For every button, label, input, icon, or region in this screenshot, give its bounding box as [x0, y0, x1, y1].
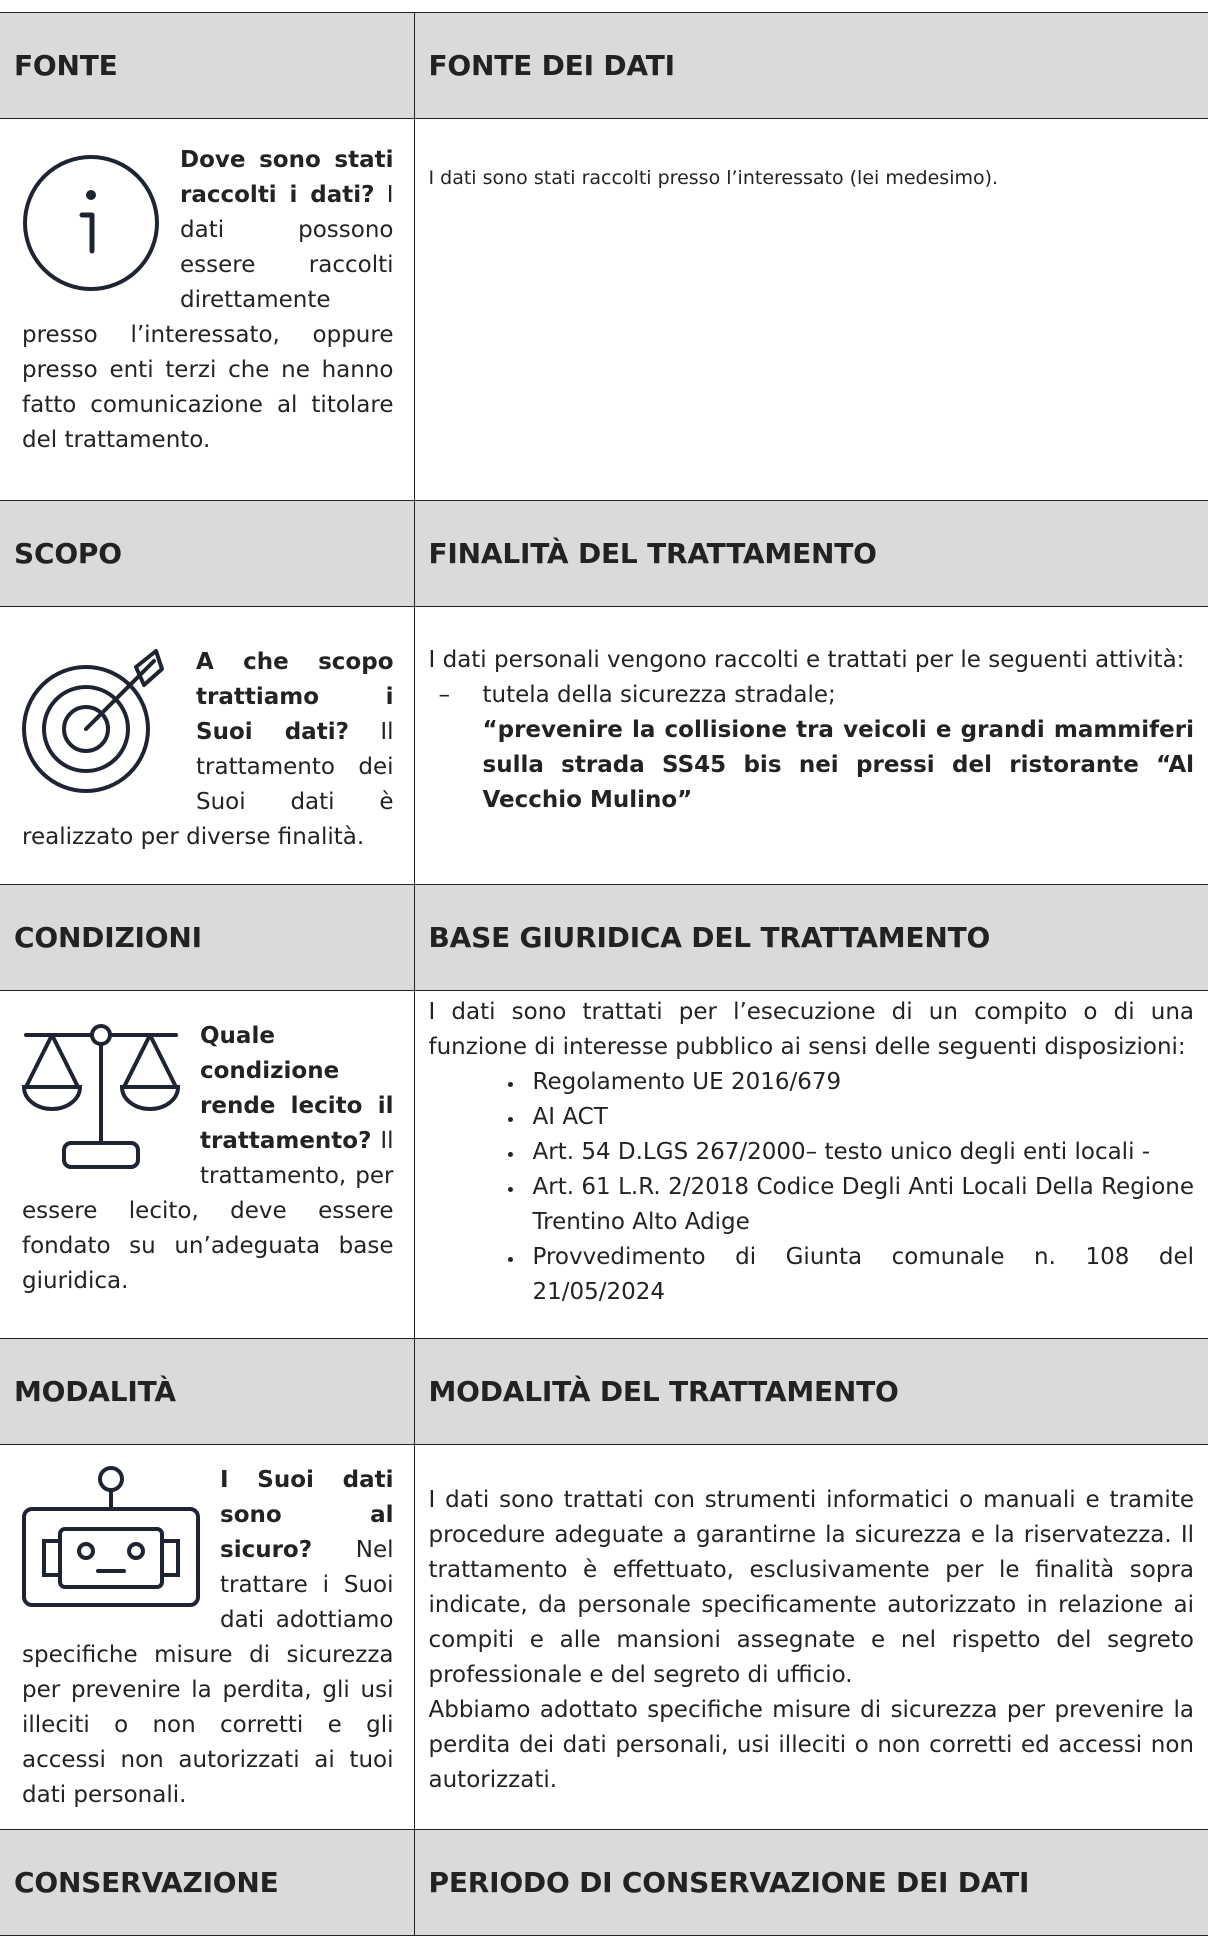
- section-explanation: Il trattamento dei Suoi dati è realizzato per diverse finalità.: [22, 719, 394, 850]
- scales-icon: [20, 1021, 182, 1190]
- section-question: Dove sono stati raccolti i dati?: [180, 147, 394, 208]
- left-header: CONDIZIONI: [0, 921, 414, 954]
- section-question: Quale condizione rende lecito il trattamento?: [200, 1023, 394, 1154]
- section-header-conservazione: [0, 1830, 1208, 1936]
- section-explanation: I dati possono essere raccolti direttamente presso l’interessato, oppure presso enti terzi che ne hanno fatto comunicazione al titolare del trattamento.: [22, 182, 394, 453]
- legal-basis-list: [429, 1065, 1195, 1310]
- list-item: • AI ACT: [525, 1100, 1195, 1135]
- section-header-scopo: [0, 501, 1208, 607]
- right-header: FINALITÀ DEL TRATTAMENTO: [415, 537, 1208, 570]
- left-header: CONSERVAZIONE: [0, 1866, 414, 1899]
- privacy-info-table: [0, 12, 1208, 1936]
- section-header-modalita: [0, 1339, 1208, 1445]
- section-body-condizioni: [0, 991, 1208, 1339]
- right-header: FONTE DEI DATI: [415, 49, 1208, 82]
- section-intro: I dati sono trattati per l’esecuzione di un compito o di una funzione di interesse pubblico ai sensi delle seguenti disposizioni:: [429, 995, 1195, 1065]
- target-arrow-icon: [20, 647, 178, 806]
- left-header: MODALITÀ: [0, 1375, 414, 1408]
- section-explanation: Nel trattare i Suoi dati adottiamo specifiche misure di sicurezza per prevenire la perdita, gli usi illeciti o non corretti e gli accessi non autorizzati ai tuoi dati personali.: [22, 1537, 394, 1808]
- left-header: FONTE: [0, 49, 414, 82]
- list-item: • Regolamento UE 2016/679: [525, 1065, 1195, 1100]
- section-header-fonte: [0, 13, 1208, 119]
- list-item: • Art. 61 L.R. 2/2018 Codice Degli Anti Locali Della Regione Trentino Alto Adige: [525, 1170, 1195, 1240]
- right-header: MODALITÀ DEL TRATTAMENTO: [415, 1375, 1208, 1408]
- section-body-modalita: [0, 1445, 1208, 1830]
- section-explanation: Il trattamento, per essere lecito, deve essere fondato su un’adeguata base giuridica.: [22, 1128, 394, 1294]
- list-item: • Art. 54 D.LGS 267/2000– testo unico degli enti locali -: [525, 1135, 1195, 1170]
- list-item: – tutela della sicurezza stradale;: [429, 678, 1195, 713]
- section-body-text: I dati sono stati raccolti presso l’interessato (lei medesimo).: [429, 163, 1195, 193]
- section-intro: I dati personali vengono raccolti e trattati per le seguenti attività:: [429, 643, 1195, 678]
- list-item: • Provvedimento di Giunta comunale n. 108 del 21/05/2024: [525, 1240, 1195, 1310]
- section-paragraph: I dati sono trattati con strumenti informatici o manuali e tramite procedure adeguate a garantirne la sicurezza e la riservatezza. Il trattamento è effettuato, esclusivamente per le finalità sopra indicate, da personale specificamente autorizzato in relazione ai compiti e alle mansioni assegnate e nel rispetto del segreto professionale e del segreto di ufficio.: [429, 1483, 1195, 1693]
- robot-icon: [20, 1465, 202, 1620]
- section-question: A che scopo trattiamo i Suoi dati?: [196, 649, 394, 745]
- left-header: SCOPO: [0, 537, 414, 570]
- section-header-condizioni: [0, 885, 1208, 991]
- section-question: I Suoi dati sono al sicuro?: [220, 1467, 394, 1563]
- section-paragraph: Abbiamo adottato specifiche misure di sicurezza per prevenire la perdita dei dati personali, usi illeciti o non corretti ed accessi non autorizzati.: [429, 1693, 1195, 1798]
- section-body-scopo: [0, 607, 1208, 885]
- right-header: PERIODO DI CONSERVAZIONE DEI DATI: [415, 1866, 1208, 1899]
- section-quote: “prevenire la collisione tra veicoli e grandi mammiferi sulla strada SS45 bis nei pressi del ristorante “Al Vecchio Mulino”: [429, 713, 1195, 818]
- section-body-fonte: [0, 119, 1208, 501]
- right-header: BASE GIURIDICA DEL TRATTAMENTO: [415, 921, 1208, 954]
- info-circle-icon: [20, 145, 162, 310]
